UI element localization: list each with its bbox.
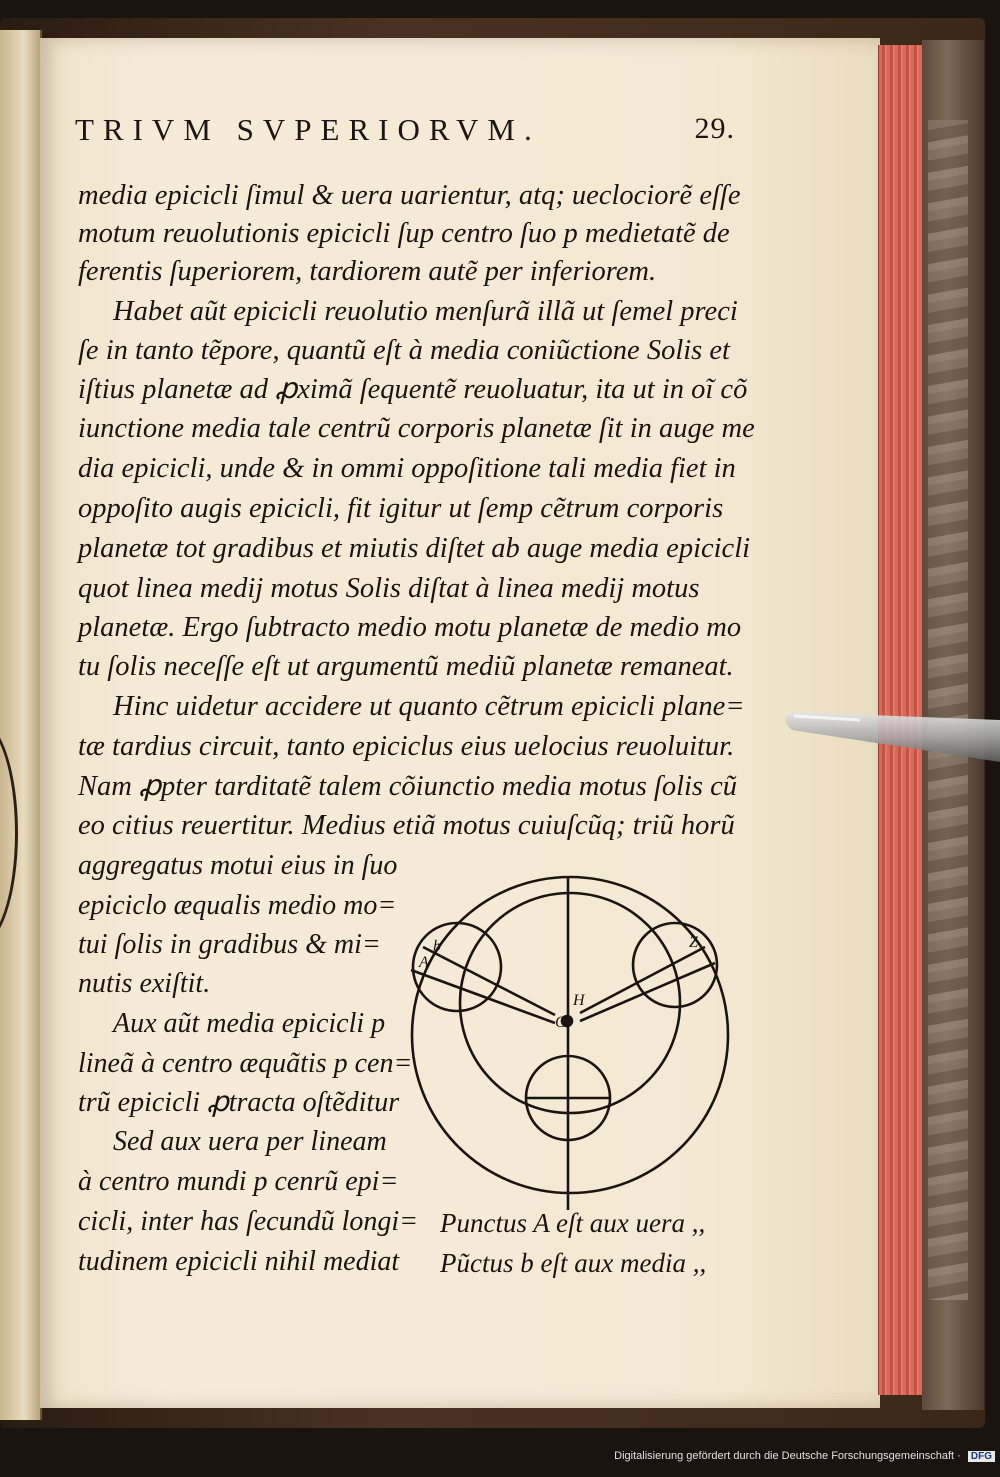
left-page-edge xyxy=(0,30,42,1420)
text-line: Habet aũt epicicli reuolutio menſurã illã ut ſemel preci xyxy=(113,296,738,327)
label-h: H xyxy=(573,992,585,1009)
text-line: oppoſito augis epicicli, fit igitur ut ſemp cẽtrum corporis xyxy=(78,493,724,524)
text-line: ſe in tanto tẽpore, quantũ eſt à media coniũctione Solis et xyxy=(78,335,730,366)
text-line: tæ tardius circuit, tanto epiciclus eius uelocius reuoluitur. xyxy=(78,731,735,762)
epicycle-diagram xyxy=(405,855,735,1215)
line-right xyxy=(580,963,715,1021)
label-a: A xyxy=(419,954,429,971)
text-line: planetæ. Ergo ſubtracto medio motu planetæ de medio mo xyxy=(78,612,742,643)
text-line: quot linea medij motus Solis diſtat à linea medij motus xyxy=(78,573,700,604)
column-line: Aux aũt media epicicli p xyxy=(113,1008,386,1039)
text-line: iſtius planetæ ad ꝓximã ſequentẽ reuoluatur, ita ut in oĩ cõ xyxy=(78,374,748,405)
page-number: 29. xyxy=(694,112,735,145)
dfg-logo: DFG xyxy=(968,1451,995,1462)
column-line: aggregatus motui eius in ſuo xyxy=(78,850,398,881)
text-line: iunctione media tale centrũ corporis planetæ ſit in auge me xyxy=(78,413,755,444)
column-line: cicli, inter has ſecundũ longi= xyxy=(78,1206,419,1237)
column-line: à centro mundi p cenrũ epi= xyxy=(78,1166,399,1197)
text-line: dia epicicli, unde & in ommi oppoſitione tali media fiet in xyxy=(78,453,736,484)
text-line: eo citius reuertitur. Medius etiã motus cuiuſcũq; triũ horũ xyxy=(78,810,735,841)
text-line: ferentis ſuperiorem, tardiorem autẽ per inferiorem. xyxy=(78,256,657,287)
epicycle-right xyxy=(633,923,717,1007)
label-z: Z xyxy=(689,934,698,951)
column-line: tui ſolis in gradibus & mi= xyxy=(78,929,381,960)
running-header xyxy=(75,112,735,152)
column-line: trũ epicicli ꝓtracta oſtẽditur xyxy=(78,1087,400,1118)
digitization-footer xyxy=(600,1450,995,1470)
column-line: lineã à centro æquãtis p cen= xyxy=(78,1048,413,1079)
equant-circle xyxy=(460,893,680,1113)
text-line: motum reuolutionis epicicli ſup centro ſuo p medietatẽ de xyxy=(78,218,730,249)
pointer-stick xyxy=(780,690,1000,770)
text-line: tu ſolis neceſſe eſt ut argumentũ mediũ planetæ remaneat. xyxy=(78,651,734,682)
diagram-caption: Pũctus b eſt aux media ,, xyxy=(440,1248,707,1278)
header-title: TRIVM SVPERIORVM. xyxy=(75,112,541,147)
label-b: b xyxy=(433,938,441,955)
line-right-upper xyxy=(580,947,705,1013)
column-line: nutis exiſtit. xyxy=(78,968,211,999)
column-line: Sed aux uera per lineam xyxy=(113,1126,387,1157)
diagram-caption: Punctus A eſt aux uera ,, xyxy=(440,1208,706,1238)
text-line: Nam ꝓpter tarditatẽ talem cõiunctio media motus ſolis cũ xyxy=(78,771,738,802)
text-line: Hinc uidetur accidere ut quanto cẽtrum epicicli plane= xyxy=(113,691,745,722)
column-line: epiciclo æqualis medio mo= xyxy=(78,890,397,921)
column-line: tudinem epicicli nihil mediat xyxy=(78,1246,400,1277)
label-g: G xyxy=(555,1014,567,1031)
footer-text: Digitalisierung gefördert durch die Deutsche Forschungsgemeinschaft · xyxy=(614,1450,961,1462)
text-line: media epicicli ſimul & uera uarientur, atq; ueclociorẽ eſſe xyxy=(78,180,741,211)
text-line: planetæ tot gradibus et miutis diſtet ab auge media epicicli xyxy=(78,533,751,564)
